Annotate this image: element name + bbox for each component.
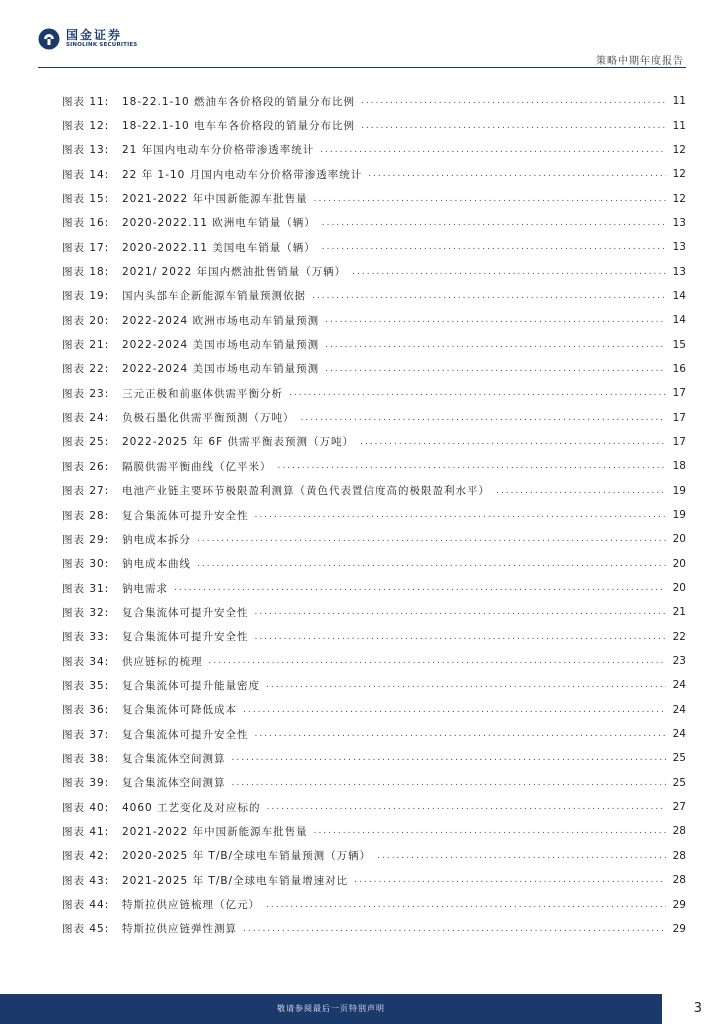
figure-number: 图表 43:: [62, 874, 110, 887]
figure-page-number: 22: [672, 630, 686, 643]
toc-entry[interactable]: [62, 649, 686, 673]
figure-page-number: 13: [672, 241, 686, 254]
figure-number: 图表 19:: [62, 290, 110, 303]
dot-leader: [354, 875, 666, 885]
figure-number: 图表 26:: [62, 460, 110, 473]
figure-number: 图表 12:: [62, 120, 110, 133]
figure-title: 隔膜供需平衡曲线（亿平米）: [122, 460, 272, 473]
figure-title: 复合集流体可提升安全性: [122, 509, 249, 522]
figure-title: 2021-2025 年 T/B/全球电车销量增速对比: [122, 874, 349, 887]
figure-title: 特斯拉供应链梳理（亿元）: [122, 899, 260, 912]
figure-title: 钠电成本拆分: [122, 533, 191, 546]
header-divider: [38, 67, 686, 68]
figure-page-number: 12: [672, 192, 686, 205]
figure-title: 三元正极和前驱体供需平衡分析: [122, 387, 283, 400]
toc-entry[interactable]: [62, 162, 686, 186]
figure-number: 图表 29:: [62, 533, 110, 546]
figure-page-number: 25: [672, 776, 686, 789]
figure-page-number: 28: [672, 874, 686, 887]
figure-page-number: 18: [672, 460, 686, 473]
dot-leader: [243, 705, 666, 715]
toc-entry[interactable]: [62, 600, 686, 624]
figure-title: 负极石墨化供需平衡预测（万吨）: [122, 412, 295, 425]
figure-page-number: 13: [672, 216, 686, 229]
figure-page-number: 27: [672, 801, 686, 814]
dot-leader: [360, 437, 666, 447]
figure-title: 复合集流体可提升安全性: [122, 631, 249, 644]
page-header: [0, 0, 724, 70]
toc-entry[interactable]: [62, 211, 686, 235]
figure-title: 2022-2024 美国市场电动车销量预测: [122, 363, 320, 376]
toc-entry[interactable]: [62, 308, 686, 332]
toc-entry[interactable]: [62, 284, 686, 308]
dot-leader: [243, 924, 666, 934]
figure-title: 2020-2022.11 美国电车销量（辆）: [122, 241, 316, 254]
figure-page-number: 19: [672, 484, 686, 497]
figure-number: 图表 18:: [62, 266, 110, 279]
dot-leader: [314, 194, 666, 204]
page-footer: [0, 994, 724, 1024]
figure-title: 钠电需求: [122, 582, 168, 595]
figure-number: 图表 20:: [62, 314, 110, 327]
figure-page-number: 28: [672, 849, 686, 862]
toc-entry[interactable]: [62, 138, 686, 162]
dot-leader: [314, 826, 666, 836]
figure-number: 图表 15:: [62, 193, 110, 206]
toc-entry[interactable]: [62, 454, 686, 478]
figure-page-number: 19: [672, 509, 686, 522]
figure-title: 2021-2022 年中国新能源车批售量: [122, 193, 308, 206]
figure-page-number: 17: [672, 411, 686, 424]
toc-entry[interactable]: [62, 405, 686, 429]
figure-title: 2022-2025 年 6F 供需平衡表预测（万吨）: [122, 436, 354, 449]
figure-page-number: 17: [672, 387, 686, 400]
toc-entry[interactable]: [62, 819, 686, 843]
figure-title: 电池产业链主要环节极限盈利测算（黄色代表置信度高的极限盈利水平）: [122, 485, 490, 498]
figure-title: 复合集流体可降低成本: [122, 704, 237, 717]
figure-number: 图表 35:: [62, 679, 110, 692]
figure-page-number: 20: [672, 533, 686, 546]
figure-page-number: 14: [672, 314, 686, 327]
figure-title: 国内头部车企新能源车销量预测依据: [122, 290, 306, 303]
dot-leader: [266, 900, 666, 910]
dot-leader: [322, 242, 666, 252]
figure-title: 复合集流体可提升安全性: [122, 606, 249, 619]
figure-page-number: 15: [672, 338, 686, 351]
toc-entry[interactable]: [62, 771, 686, 795]
figure-page-number: 12: [672, 168, 686, 181]
dot-leader: [320, 145, 666, 155]
figure-number: 图表 13:: [62, 144, 110, 157]
figure-title: 复合集流体可提升能量密度: [122, 679, 260, 692]
page-number: 3: [693, 1001, 702, 1016]
dot-leader: [255, 510, 667, 520]
dot-leader: [267, 802, 666, 812]
sinolink-logo-icon: [38, 28, 60, 50]
figure-number: 图表 42:: [62, 850, 110, 863]
dot-leader: [197, 534, 666, 544]
dot-leader: [255, 607, 667, 617]
dot-leader: [496, 486, 666, 496]
disclaimer-note: 敬请参阅最后一页特别声明: [277, 1004, 385, 1013]
toc-entry[interactable]: [62, 113, 686, 137]
figure-page-number: 16: [672, 362, 686, 375]
figure-title: 复合集流体可提升安全性: [122, 728, 249, 741]
figure-title: 2020-2022.11 欧洲电车销量（辆）: [122, 217, 316, 230]
toc-entry[interactable]: [62, 357, 686, 381]
figure-number: 图表 41:: [62, 825, 110, 838]
dot-leader: [325, 315, 666, 325]
figure-number: 图表 38:: [62, 752, 110, 765]
dot-leader: [312, 291, 666, 301]
figure-number: 图表 30:: [62, 558, 110, 571]
figure-title: 2022-2024 欧洲市场电动车销量预测: [122, 314, 320, 327]
figure-page-number: 24: [672, 679, 686, 692]
figure-number: 图表 17:: [62, 241, 110, 254]
toc-entry[interactable]: [62, 259, 686, 283]
figure-number: 图表 45:: [62, 923, 110, 936]
figure-page-number: 29: [672, 898, 686, 911]
figure-title: 21 年国内电动车分价格带渗透率统计: [122, 144, 315, 157]
dot-leader: [368, 169, 666, 179]
figure-number: 图表 27:: [62, 485, 110, 498]
figure-number: 图表 21:: [62, 339, 110, 352]
toc-entry[interactable]: [62, 795, 686, 819]
figure-page-number: 11: [672, 95, 686, 108]
figure-number: 图表 22:: [62, 363, 110, 376]
dot-leader: [255, 632, 667, 642]
figure-title: 供应链标的梳理: [122, 655, 203, 668]
toc-entry[interactable]: [62, 89, 686, 113]
toc-entry[interactable]: [62, 892, 686, 916]
toc-entry[interactable]: [62, 527, 686, 551]
toc-entry[interactable]: [62, 479, 686, 503]
figure-title: 22 年 1-10 月国内电动车分价格带渗透率统计: [122, 168, 363, 181]
dot-leader: [197, 559, 666, 569]
figure-number: 图表 14:: [62, 168, 110, 181]
report-type-title: 策略中期年度报告: [596, 56, 684, 67]
figure-page-number: 23: [672, 655, 686, 668]
dot-leader: [377, 851, 666, 861]
toc-entry[interactable]: [62, 698, 686, 722]
figure-page-number: 28: [672, 825, 686, 838]
dot-leader: [174, 583, 666, 593]
figure-number: 图表 24:: [62, 412, 110, 425]
figure-page-number: 20: [672, 557, 686, 570]
dot-leader: [255, 729, 667, 739]
figure-page-number: 21: [672, 606, 686, 619]
figure-page-number: 20: [672, 582, 686, 595]
dot-leader: [361, 96, 666, 106]
dot-leader: [278, 461, 667, 471]
dot-leader: [232, 778, 667, 788]
logo-chinese-name: 国金证券: [66, 28, 123, 43]
toc-entry[interactable]: [62, 381, 686, 405]
figure-number: 图表 11:: [62, 95, 110, 108]
dot-leader: [266, 680, 666, 690]
figure-number: 图表 28:: [62, 509, 110, 522]
toc-entry[interactable]: [62, 673, 686, 697]
figure-number: 图表 32:: [62, 606, 110, 619]
figure-title: 2020-2025 年 T/B/全球电车销量预测（万辆）: [122, 850, 372, 863]
figure-title: 2021/ 2022 年国内燃油批售销量（万辆）: [122, 266, 347, 279]
figure-page-number: 14: [672, 289, 686, 302]
toc-entry[interactable]: [62, 235, 686, 259]
figure-page-number: 11: [672, 119, 686, 132]
figure-number: 图表 31:: [62, 582, 110, 595]
dot-leader: [352, 267, 666, 277]
toc-entry[interactable]: [62, 503, 686, 527]
figure-page-number: 24: [672, 728, 686, 741]
dot-leader: [209, 656, 667, 666]
logo-english-name: SINOLINK SECURITIES: [66, 42, 138, 49]
figure-title: 钠电成本曲线: [122, 558, 191, 571]
figure-number: 图表 39:: [62, 777, 110, 790]
figure-number: 图表 34:: [62, 655, 110, 668]
dot-leader: [301, 413, 667, 423]
figure-page-number: 17: [672, 435, 686, 448]
toc-entry[interactable]: [62, 746, 686, 770]
figure-page-number: 13: [672, 265, 686, 278]
figure-page-number: 25: [672, 752, 686, 765]
figure-number: 图表 36:: [62, 704, 110, 717]
figure-title: 特斯拉供应链弹性测算: [122, 923, 237, 936]
figure-title: 2022-2024 美国市场电动车销量预测: [122, 339, 320, 352]
company-logo: [38, 28, 137, 50]
toc-entry[interactable]: [62, 186, 686, 210]
toc-entry[interactable]: [62, 332, 686, 356]
dot-leader: [322, 218, 666, 228]
dot-leader: [325, 364, 666, 374]
figure-number: 图表 37:: [62, 728, 110, 741]
figure-number: 图表 44:: [62, 899, 110, 912]
dot-leader: [232, 753, 667, 763]
figure-title: 4060 工艺变化及对应标的: [122, 801, 261, 814]
figure-number: 图表 33:: [62, 631, 110, 644]
figure-number: 图表 40:: [62, 801, 110, 814]
figure-number: 图表 25:: [62, 436, 110, 449]
figure-title: 2021-2022 年中国新能源车批售量: [122, 825, 308, 838]
figure-page-number: 12: [672, 143, 686, 156]
figure-list: [62, 89, 686, 941]
figure-title: 18-22.1-10 电车车各价格段的销量分布比例: [122, 120, 356, 133]
toc-entry[interactable]: [62, 576, 686, 600]
figure-page-number: 29: [672, 922, 686, 935]
figure-number: 图表 23:: [62, 387, 110, 400]
dot-leader: [361, 121, 666, 131]
toc-entry[interactable]: [62, 917, 686, 941]
toc-entry[interactable]: [62, 552, 686, 576]
dot-leader: [289, 388, 666, 398]
toc-entry[interactable]: [62, 625, 686, 649]
figure-title: 18-22.1-10 燃油车各价格段的销量分布比例: [122, 95, 356, 108]
toc-entry[interactable]: [62, 722, 686, 746]
toc-entry[interactable]: [62, 868, 686, 892]
figure-title: 复合集流体空间测算: [122, 777, 226, 790]
toc-entry[interactable]: [62, 844, 686, 868]
figure-page-number: 24: [672, 703, 686, 716]
figure-number: 图表 16:: [62, 217, 110, 230]
figure-title: 复合集流体空间测算: [122, 752, 226, 765]
dot-leader: [325, 340, 666, 350]
toc-entry[interactable]: [62, 430, 686, 454]
